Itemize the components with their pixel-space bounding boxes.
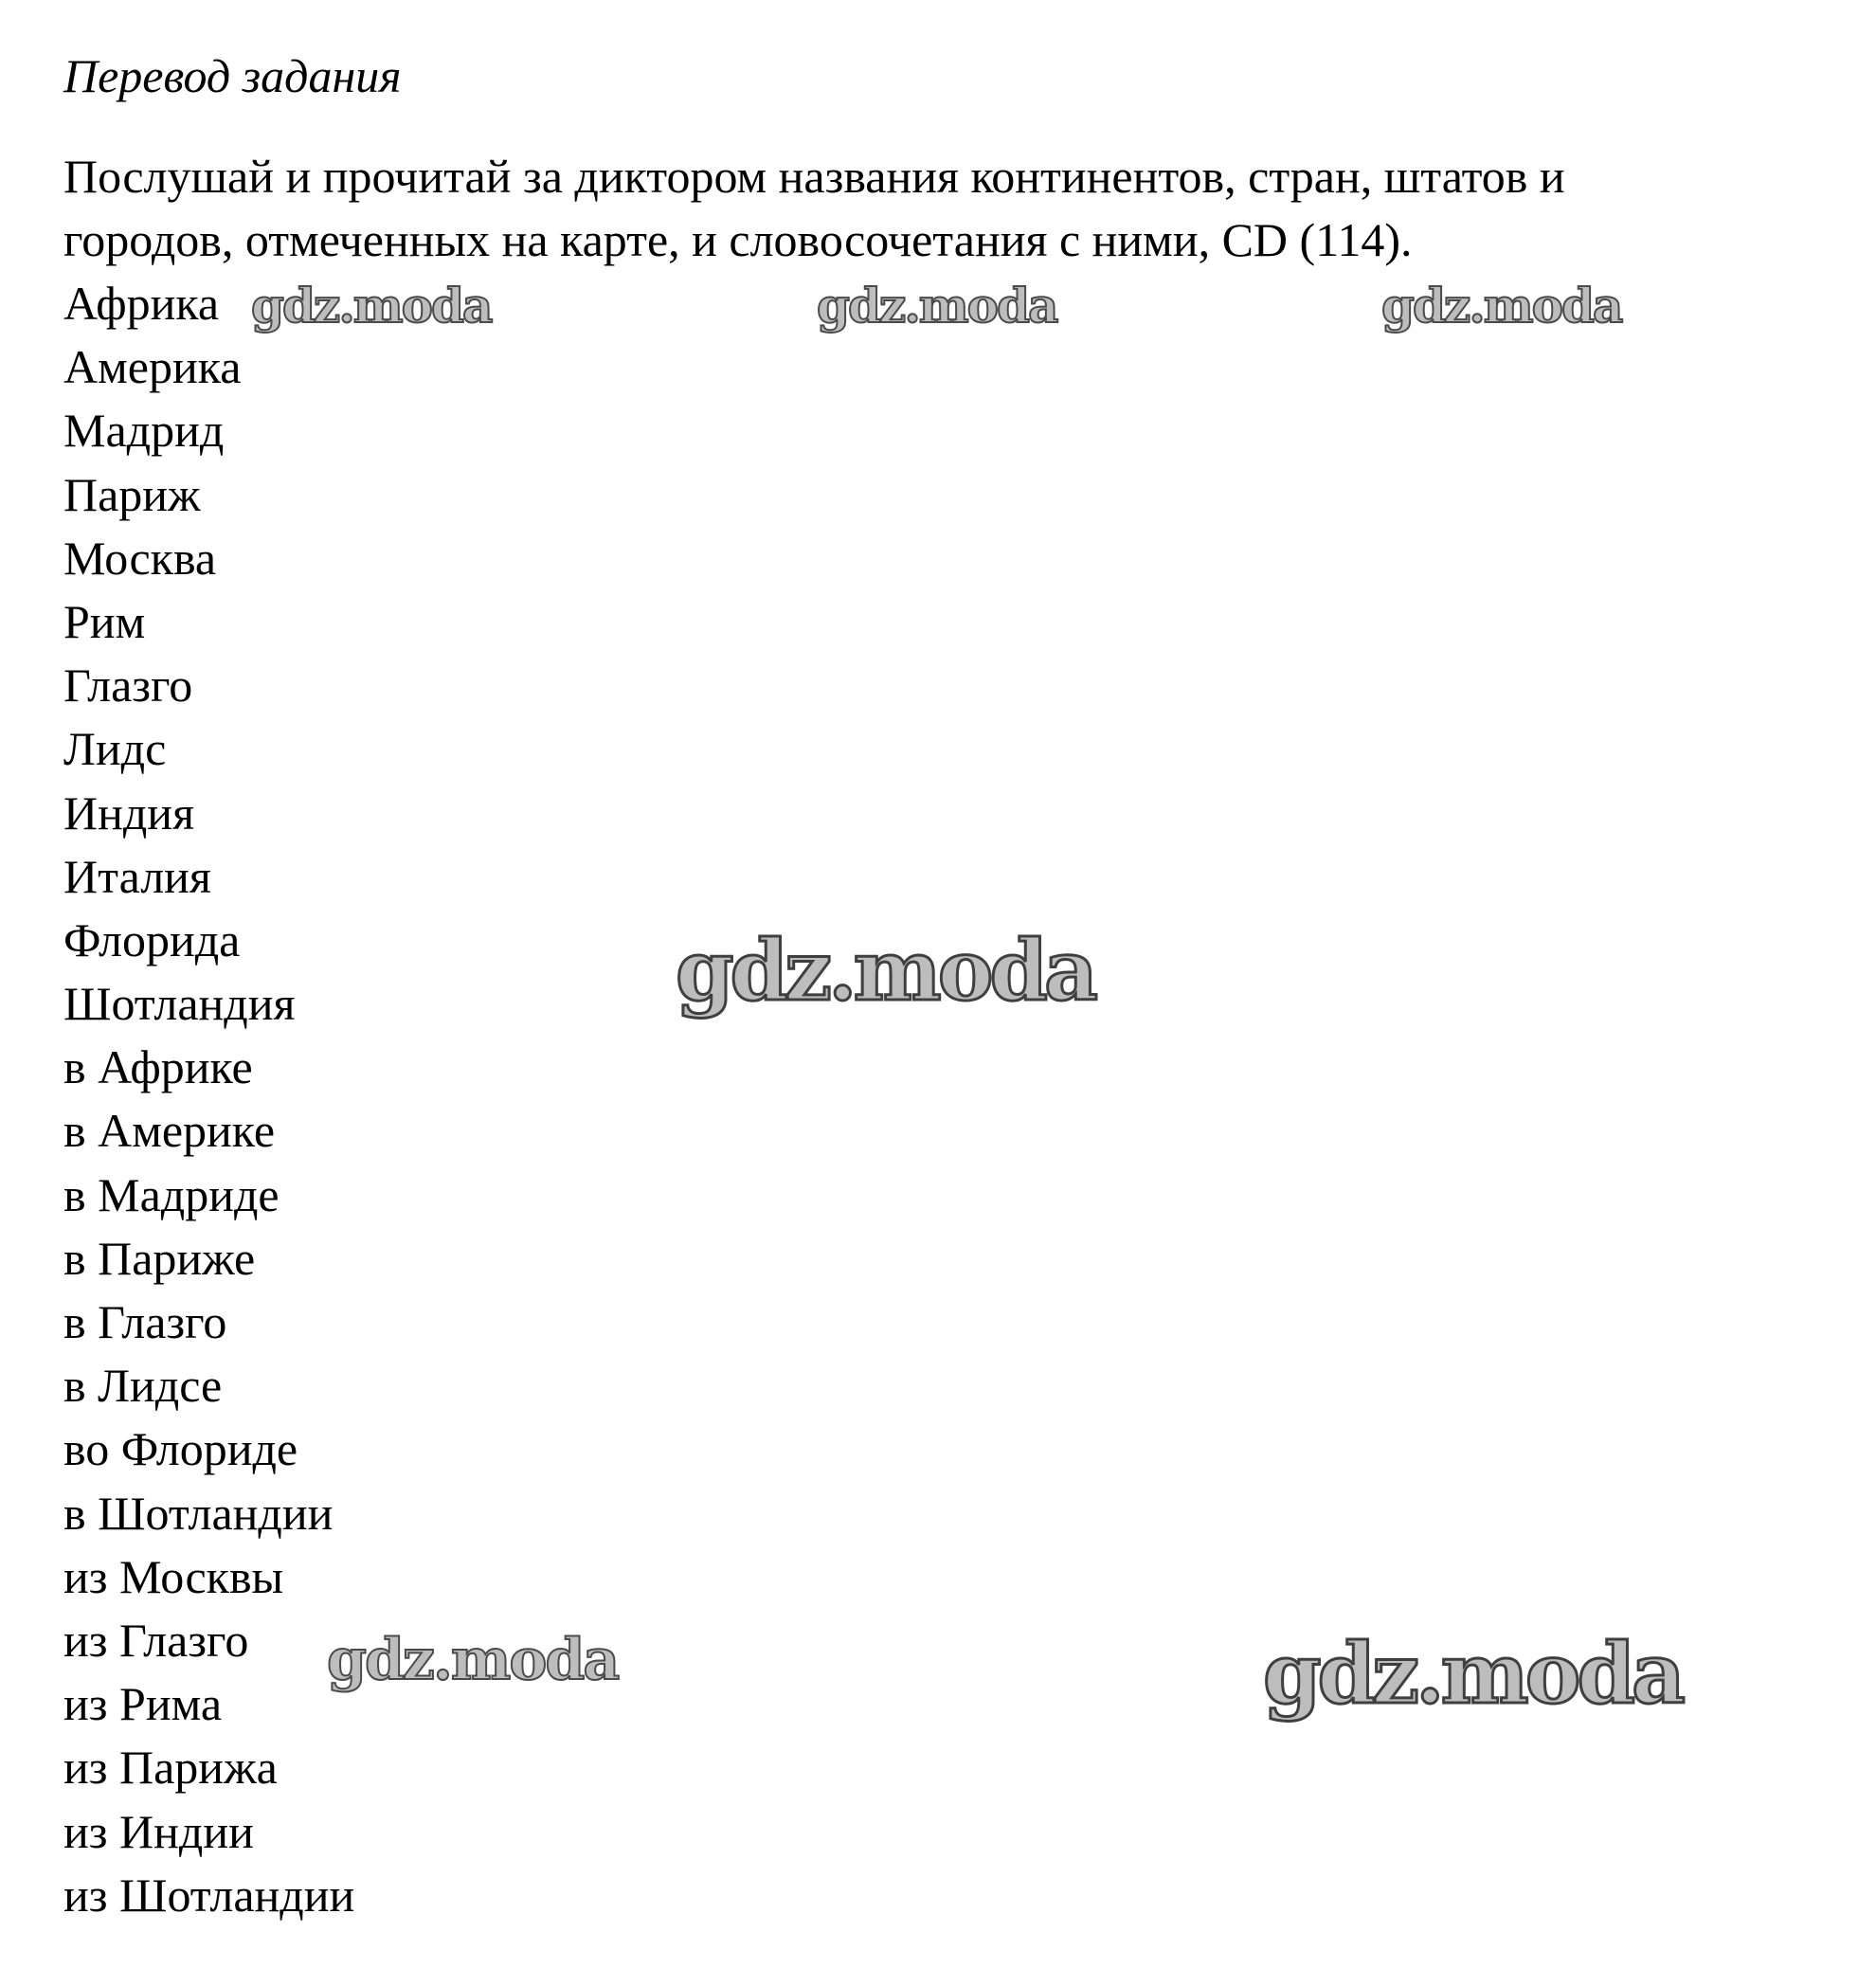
watermark: gdz.moda — [676, 921, 1095, 1020]
list-item: в Лидсе — [63, 1359, 223, 1413]
instruction-line: Послушай и прочитай за диктором названия континентов, стран, штатов и — [63, 150, 1565, 203]
word-list — [63, 272, 354, 1927]
instruction-line: городов, отмеченных на карте, и словосочетания с ними, CD (114). — [63, 213, 1413, 266]
list-item: Индия — [63, 785, 195, 840]
list-item: из Парижа — [63, 1741, 278, 1795]
watermark: gdz.moda — [1263, 1624, 1683, 1723]
list-item: в Африке — [63, 1040, 253, 1094]
document-title: Перевод задания — [63, 49, 402, 102]
list-item: Флорида — [63, 912, 241, 966]
list-item: в Америке — [63, 1104, 276, 1158]
instruction-text — [63, 145, 1864, 272]
list-item: Париж — [63, 467, 201, 521]
list-item: Рим — [63, 594, 146, 648]
list-item: Глазго — [63, 659, 193, 713]
watermark: gdz.moda — [1381, 278, 1622, 334]
list-item: Шотландия — [63, 977, 296, 1031]
list-item: в Париже — [63, 1231, 256, 1285]
list-item: Америка — [63, 340, 242, 394]
list-item: Москва — [63, 531, 217, 585]
list-item: в Шотландии — [63, 1486, 334, 1540]
watermark: gdz.moda — [327, 1627, 619, 1693]
list-item: из Индии — [63, 1804, 254, 1858]
watermark: gdz.moda — [817, 278, 1057, 334]
list-item: из Рима — [63, 1677, 223, 1731]
list-item: Мадрид — [63, 404, 225, 458]
list-item: из Шотландии — [63, 1868, 355, 1922]
list-item: из Москвы — [63, 1549, 284, 1603]
watermark: gdz.moda — [251, 278, 492, 334]
list-item: из Глазго — [63, 1613, 249, 1667]
list-item: Африка — [63, 277, 220, 330]
list-item: в Глазго — [63, 1295, 227, 1348]
list-item: в Мадриде — [63, 1167, 280, 1221]
list-item: Лидс — [63, 722, 167, 776]
list-item: во Флориде — [63, 1422, 298, 1476]
list-item: Италия — [63, 849, 211, 903]
